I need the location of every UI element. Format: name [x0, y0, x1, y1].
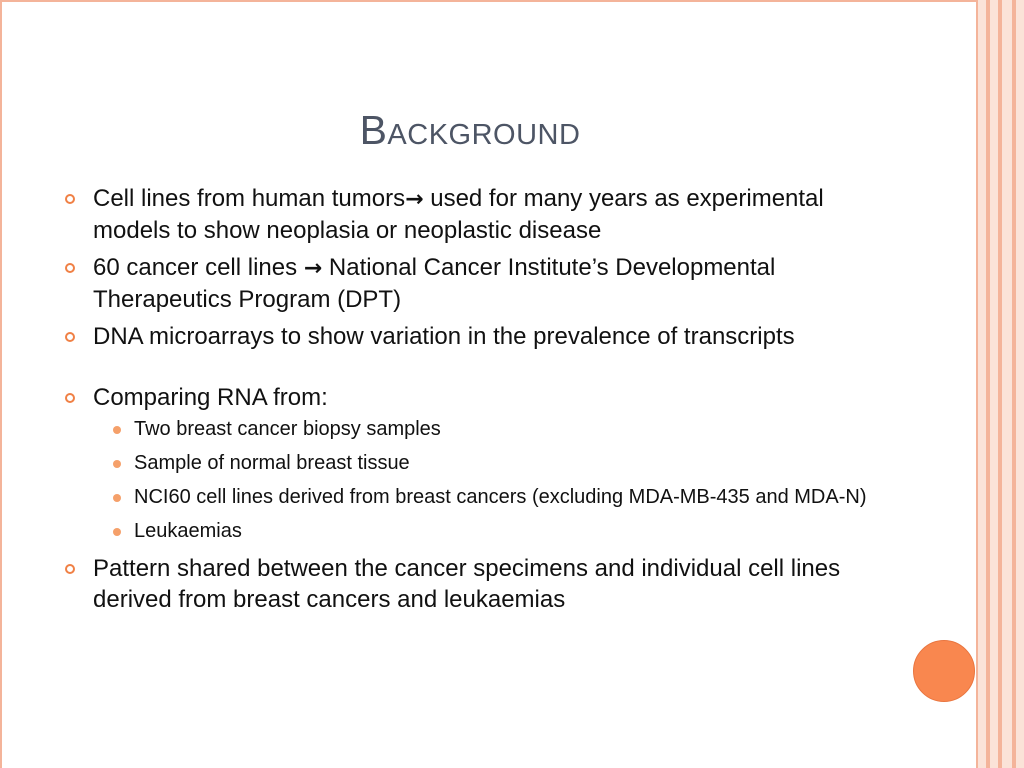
circle-bullet-icon [65, 564, 75, 574]
decorative-stripe [990, 0, 998, 768]
dot-bullet-icon [113, 528, 121, 536]
sub-bullet-item [106, 451, 894, 476]
sub-bullet-text: Sample of normal breast tissue [134, 452, 410, 474]
slide-content [64, 183, 894, 621]
circle-bullet-icon [65, 263, 75, 273]
decorative-stripe [978, 0, 986, 768]
bullet-text: Pattern shared between the cancer specimens and individual cell lines derived from breast cancers and leukaemias [93, 555, 841, 613]
sub-bullet-item [106, 519, 894, 544]
right-arrow-icon: → [303, 256, 323, 281]
decorative-circle [913, 640, 975, 702]
sub-bullet-list [106, 417, 894, 544]
dot-bullet-icon [113, 426, 121, 434]
bullet-text: Comparing RNA from: [93, 384, 328, 411]
bullet-item [64, 553, 894, 615]
bullet-text: National Cancer Institute’s Developmental Therapeutics Program (DPT) [93, 254, 776, 313]
circle-bullet-icon [65, 393, 75, 403]
dot-bullet-icon [113, 494, 121, 502]
bullet-text: Cell lines from human tumors [93, 185, 406, 212]
slide-title: Background [359, 107, 581, 153]
circle-bullet-icon [65, 194, 75, 204]
bullet-text: DNA microarrays to show variation in the prevalence of transcripts [93, 323, 795, 350]
decorative-stripe [1002, 0, 1012, 768]
bullet-item [64, 321, 894, 352]
bullet-item [64, 183, 894, 246]
bullet-item [64, 252, 894, 315]
bullet-text: 60 cancer cell lines [93, 254, 304, 281]
sub-bullet-item [106, 417, 894, 442]
sub-bullet-text: NCI60 cell lines derived from breast cancers (excluding MDA-MB-435 and MDA-N) [134, 486, 867, 508]
sub-bullet-item [106, 485, 894, 510]
frame-top-line [0, 0, 978, 2]
bullet-text: used for many years as experimental models to show neoplasia or neoplastic disease [93, 185, 824, 244]
dot-bullet-icon [113, 460, 121, 468]
bullet-item [64, 382, 894, 544]
circle-bullet-icon [65, 332, 75, 342]
sub-bullet-text: Two breast cancer biopsy samples [134, 418, 441, 440]
decorative-stripe [1016, 0, 1024, 768]
sub-bullet-text: Leukaemias [134, 520, 242, 542]
right-arrow-icon: → [405, 187, 424, 212]
